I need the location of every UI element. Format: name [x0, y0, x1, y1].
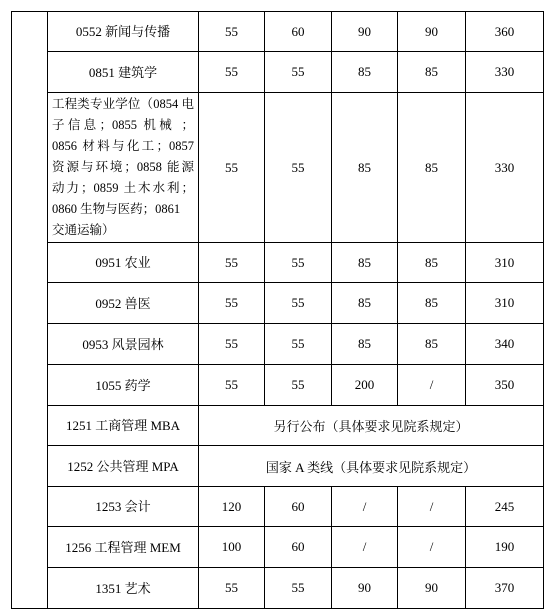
major-cell: 1251 工商管理 MBA — [48, 406, 199, 446]
major-line: 工程类专业学位（0854 电 — [52, 97, 194, 111]
table-row — [12, 568, 544, 609]
major-line: 动力；0859 土木水利； — [52, 181, 194, 195]
score-cell: 85 — [332, 283, 398, 324]
score-cell: 85 — [332, 93, 398, 243]
major-line: ；0856 材料与化工；0857 — [52, 118, 194, 153]
major-line: 子信息；0855 机械 — [52, 118, 176, 132]
total-cell: 310 — [466, 283, 544, 324]
score-cell: 90 — [332, 12, 398, 52]
note-cell: 国家 A 类线（具体要求见院系规定） — [199, 446, 544, 487]
table-row — [12, 446, 544, 487]
total-cell: 370 — [466, 568, 544, 609]
score-cell: 55 — [265, 52, 332, 93]
score-cell: / — [332, 487, 398, 527]
score-cell: 85 — [332, 52, 398, 93]
table-row — [12, 93, 544, 243]
table-row — [12, 324, 544, 365]
score-cell: 55 — [199, 93, 265, 243]
score-cell: 55 — [199, 324, 265, 365]
table-row — [12, 365, 544, 406]
score-cell: 85 — [398, 324, 466, 365]
score-cell: 90 — [398, 12, 466, 52]
score-cell: 85 — [398, 93, 466, 243]
note-cell: 另行公布（具体要求见院系规定） — [199, 406, 544, 446]
table-row — [12, 243, 544, 283]
score-cell: 55 — [265, 324, 332, 365]
table-row — [12, 527, 544, 568]
score-cell: 100 — [199, 527, 265, 568]
score-cell: 120 — [199, 487, 265, 527]
score-cell: 55 — [199, 243, 265, 283]
category-cell — [12, 12, 48, 609]
table-row — [12, 283, 544, 324]
major-cell: 0953 风景园林 — [48, 324, 199, 365]
major-cell: 0951 农业 — [48, 243, 199, 283]
table-row — [12, 406, 544, 446]
score-cell: 55 — [265, 283, 332, 324]
major-cell: 1351 艺术 — [48, 568, 199, 609]
table-row — [12, 12, 544, 52]
total-cell: 245 — [466, 487, 544, 527]
score-cell: 55 — [199, 365, 265, 406]
score-cell: / — [332, 527, 398, 568]
score-cell: 85 — [398, 243, 466, 283]
major-cell: 0552 新闻与传播 — [48, 12, 199, 52]
major-cell-multiline — [48, 93, 199, 243]
score-cell: 60 — [265, 487, 332, 527]
score-cell: 55 — [265, 365, 332, 406]
score-cell: / — [398, 487, 466, 527]
score-cell: 55 — [199, 283, 265, 324]
major-line: 0860 生物与医药；0861 — [52, 202, 181, 216]
score-cell: 55 — [265, 93, 332, 243]
score-cell: 90 — [332, 568, 398, 609]
table-row — [12, 487, 544, 527]
score-cell: 55 — [199, 568, 265, 609]
score-cell: 85 — [398, 283, 466, 324]
total-cell: 340 — [466, 324, 544, 365]
table-row — [12, 52, 544, 93]
total-cell: 190 — [466, 527, 544, 568]
total-cell: 350 — [466, 365, 544, 406]
score-cell: / — [398, 527, 466, 568]
score-cell: 85 — [398, 52, 466, 93]
score-cell: 200 — [332, 365, 398, 406]
total-cell: 360 — [466, 12, 544, 52]
score-table — [11, 11, 544, 609]
total-cell: 330 — [466, 52, 544, 93]
score-cell: 85 — [332, 324, 398, 365]
major-line: 资源与环境；0858 能源 — [52, 160, 194, 174]
major-cell: 0851 建筑学 — [48, 52, 199, 93]
major-cell: 0952 兽医 — [48, 283, 199, 324]
major-cell: 1253 会计 — [48, 487, 199, 527]
score-cell: 60 — [265, 527, 332, 568]
score-cell: 55 — [265, 243, 332, 283]
score-cell: 85 — [332, 243, 398, 283]
score-cell: / — [398, 365, 466, 406]
major-line: 交通运输） — [52, 223, 115, 237]
score-cell: 55 — [199, 12, 265, 52]
score-cell: 60 — [265, 12, 332, 52]
total-cell: 330 — [466, 93, 544, 243]
score-cell: 55 — [199, 52, 265, 93]
major-cell: 1055 药学 — [48, 365, 199, 406]
major-cell: 1252 公共管理 MPA — [48, 446, 199, 487]
total-cell: 310 — [466, 243, 544, 283]
score-cell: 55 — [265, 568, 332, 609]
score-cell: 90 — [398, 568, 466, 609]
major-cell: 1256 工程管理 MEM — [48, 527, 199, 568]
